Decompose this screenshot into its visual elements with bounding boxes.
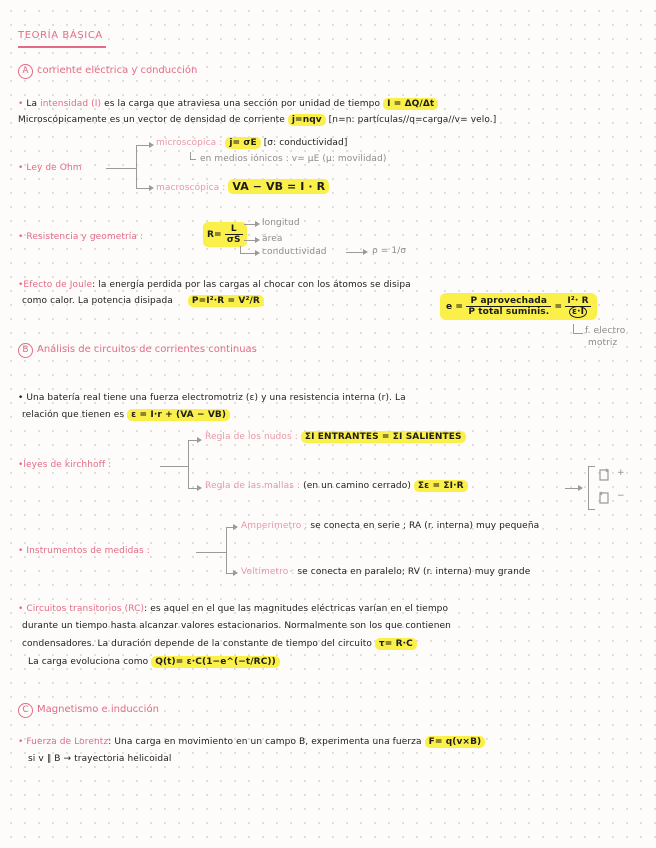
- ohm-connector: [106, 168, 136, 169]
- section-b-title: Análisis de circuitos de corrientes continuas: [37, 344, 257, 355]
- eff-den2: ε·I: [569, 306, 587, 318]
- ohm-branch-bottom: [136, 188, 150, 189]
- section-c-badge: C: [18, 703, 33, 718]
- ohm-branch-top: [136, 145, 150, 146]
- kirchhoff-label: •leyes de kirchhoff :: [18, 460, 112, 470]
- intensidad-text: es la carga que atraviesa una sección por unidad de tiempo: [101, 99, 384, 109]
- bateria-line2: [22, 410, 230, 420]
- ohm-micro-note: [σ: conductividad]: [260, 138, 348, 148]
- cond-arrow-line: [240, 253, 256, 254]
- title-underline: [18, 46, 106, 48]
- eff-lhs: e =: [446, 302, 464, 312]
- lorentz-formula: F= q(v×B): [425, 736, 486, 748]
- kirchhoff-arrow-top: [197, 437, 202, 443]
- intensidad-term: intensidad (I): [40, 99, 102, 109]
- ohm-micro-line: [156, 138, 347, 148]
- amp-label: Amperímetro :: [241, 521, 308, 531]
- sign-plus: +: [617, 468, 625, 478]
- instr-arrow-bottom: [233, 570, 238, 576]
- lorentz-text: : Una carga en movimiento en un campo B, experimenta una fuerza: [108, 737, 425, 747]
- rc-line1-text: : es aquel en el que las magnitudes eléctricas varían en el tiempo: [144, 604, 449, 614]
- page-title: TEORÍA BÁSICA: [18, 30, 103, 41]
- rc-line3: [22, 639, 417, 649]
- instr-connector: [196, 552, 226, 553]
- loop-cw-icon: [597, 467, 611, 481]
- eff-num2: I²· R: [567, 296, 589, 306]
- ohm-macro-formula: VA − VB = I · R: [228, 179, 329, 194]
- kirchhoff-vertical: [188, 440, 189, 489]
- volt-label: Voltímetro :: [241, 567, 295, 577]
- rc-line1: [18, 604, 448, 614]
- fem-note2: motriz: [588, 338, 618, 348]
- volt-text: se conecta en paralelo; RV (r. interna) muy grande: [294, 567, 531, 577]
- resistencia-formula: [203, 222, 247, 247]
- nodos-formula: ΣI ENTRANTES = ΣI SALIENTES: [301, 431, 466, 443]
- rc-tau: τ= R·C: [375, 638, 417, 650]
- ohm-macro-label: macroscópica :: [156, 183, 226, 193]
- ohm-arrow-top: [149, 142, 154, 148]
- section-a-badge: A: [18, 64, 33, 79]
- joule-line1: [18, 280, 411, 290]
- lorentz-line2: si v ∥ B → trayectoria helicoidal: [28, 754, 172, 764]
- rc-line4: [28, 657, 280, 667]
- mallas-arrow-line: [565, 488, 579, 489]
- resistencia-rho: ρ = 1/σ: [372, 246, 407, 256]
- lorentz-line1: [18, 737, 485, 747]
- ohm-label: • Ley de Ohm: [18, 163, 82, 173]
- section-c-title: Magnetismo e inducción: [37, 704, 159, 715]
- eff-num: P aprovechada: [466, 296, 551, 307]
- ionic-connector-h: [190, 159, 196, 160]
- area-arrow: [255, 237, 260, 243]
- fem-note: f. electro: [585, 326, 626, 336]
- rc-label: • Circuitos transitorios (RC): [18, 604, 145, 614]
- intensidad-formula2: j=nqv: [288, 114, 326, 126]
- section-c-heading: [18, 703, 159, 718]
- efficiency-formula: e = $\frac{\text{P aprovechada}}{\text{P total suminis.}}$ = $\frac{\text{I²· R}}{\varepsilon\cdot I}$: [440, 293, 597, 320]
- amperimetro-line: [241, 521, 539, 531]
- intensidad-formula: I = ΔQ/Δt: [383, 98, 438, 110]
- ohm-micro-label: microscópica :: [156, 138, 223, 148]
- section-b-badge: B: [18, 343, 33, 358]
- ohm-ionic: en medios iónicos : v= μE (μ: movilidad): [200, 154, 387, 164]
- kirchhoff-connector: [160, 466, 188, 467]
- mallas-formula: Σε = ΣI·R: [414, 480, 468, 492]
- sign-minus: −: [617, 491, 625, 501]
- joule-line2-text: como calor. La potencia disipada: [22, 296, 173, 306]
- bullet: •: [18, 99, 24, 109]
- intensidad-note: [n=n: partículas//q=carga//v= velo.]: [325, 115, 497, 125]
- ohm-arrow-bottom: [149, 185, 154, 191]
- resistencia-lhs: R=: [207, 230, 222, 240]
- rc-line2: durante un tiempo hasta alcanzar valores estacionarios. Normalmente son los que contienen: [22, 621, 451, 631]
- nodos-label: Regla de los nudos :: [205, 432, 298, 442]
- intensidad-line2-text: Microscópicamente es un vector de densidad de corriente: [18, 115, 288, 125]
- mallas-label: Regla de las mallas :: [205, 481, 301, 491]
- instrumentos-label: • Instrumentos de medidas :: [18, 546, 150, 556]
- section-a-title: corriente eléctrica y conducción: [37, 65, 198, 76]
- bateria-line1: • Una batería real tiene una fuerza electromotriz (ε) y una resistencia interna (r). La: [18, 393, 406, 403]
- lorentz-label: • Fuerza de Lorentz: [18, 737, 109, 747]
- resistencia-den: σS: [226, 235, 241, 245]
- instr-arrow-top: [233, 524, 238, 530]
- cond-arrow: [255, 250, 260, 256]
- rc-line4-text: La carga evoluciona como: [28, 657, 152, 667]
- bateria-formula: ε = I·r + (VA − VB): [127, 409, 230, 421]
- joule-label: •Efecto de Joule: [18, 280, 93, 290]
- ohm-micro-formula: j= σE: [225, 137, 260, 149]
- section-b-heading: [18, 343, 257, 358]
- resistencia-longitud: longitud: [262, 218, 300, 228]
- section-a-heading: [18, 64, 197, 79]
- intensidad-line2: [18, 115, 496, 125]
- kirchhoff-arrow-bottom: [197, 485, 202, 491]
- intensidad-pre: La: [26, 99, 41, 109]
- joule-formula: P=I²·R = V²/R: [188, 295, 264, 307]
- rho-arrow-line: [346, 252, 364, 253]
- instr-vertical: [226, 527, 227, 574]
- longitud-arrow: [255, 221, 260, 227]
- loop-ccw-icon: [597, 490, 611, 504]
- rc-q-formula: Q(t)= ε·C(1−e^(−t/RC)): [151, 656, 280, 668]
- resistencia-conductividad: conductividad: [262, 247, 327, 257]
- ohm-vertical: [136, 145, 137, 189]
- mallas-arrow: [578, 485, 583, 491]
- eff-den: P total suminis.: [468, 307, 550, 317]
- resistencia-label: • Resistencia y geometría :: [18, 232, 144, 242]
- sign-bracket: [588, 466, 595, 510]
- joule-line2: [22, 296, 264, 306]
- voltimetro-line: [241, 567, 530, 577]
- joule-text: : la energía perdida por las cargas al chocar con los átomos se disipa: [92, 280, 411, 290]
- kirchhoff-mallas: [205, 481, 468, 491]
- bateria-line2-text: relación que tienen es: [22, 410, 128, 420]
- resistencia-num: L: [225, 224, 243, 235]
- amp-text: se conecta en serie ; RA (r. interna) muy pequeña: [307, 521, 540, 531]
- rc-line3-text: condensadores. La duración depende de la constante de tiempo del circuito: [22, 639, 375, 649]
- ohm-macro-line: [156, 180, 329, 193]
- mallas-text: (en un camino cerrado): [300, 481, 414, 491]
- resistencia-area: área: [262, 234, 283, 244]
- fem-connector-h: [573, 333, 583, 334]
- intensidad-line1: [18, 99, 438, 109]
- rho-arrow: [363, 249, 368, 255]
- eff-den2-wrap: [565, 307, 590, 317]
- kirchhoff-nodos: [205, 432, 466, 442]
